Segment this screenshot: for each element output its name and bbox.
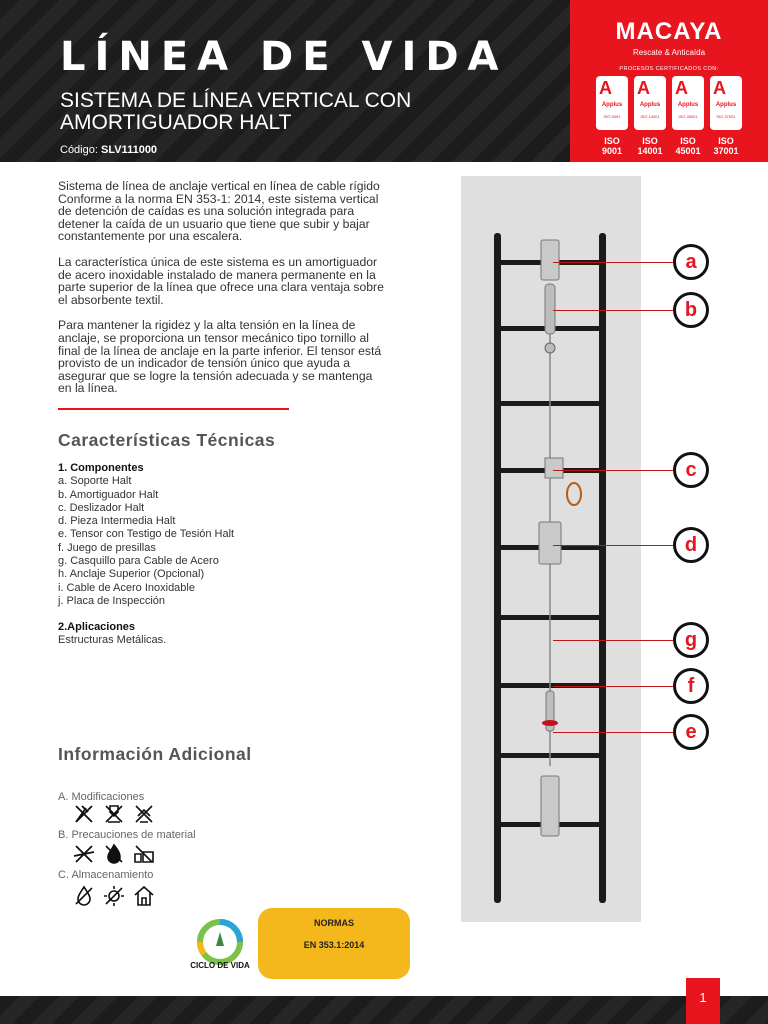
list-item: i. Cable de Acero Inoxidable xyxy=(58,581,195,594)
normas-value: EN 353.1:2014 xyxy=(303,940,365,950)
no-sharp-edges-icon xyxy=(72,842,96,866)
iso-label: ISO 9001 xyxy=(601,136,623,156)
page-number: 1 xyxy=(686,978,720,1024)
list-item: f. Juego de presillas xyxy=(58,541,156,554)
cert-badge-icon: A Applus ISO 14001 xyxy=(634,76,666,130)
normas-box xyxy=(258,908,410,979)
indoor-storage-icon xyxy=(132,884,156,908)
callout-leader xyxy=(553,686,673,687)
product-diagram xyxy=(461,176,641,922)
no-sun-icon xyxy=(102,884,126,908)
flame-icon xyxy=(102,842,126,866)
cert-badges xyxy=(596,76,742,130)
intro-paragraph: Sistema de línea de anclaje vertical en línea de cable rígido Conforme a la norma EN 353-1: 2014, este sistema vertical de detención de caídas es una solución integrada para detener la caída de un usuario que tiene que subir y bajar constantemente por una escalera. xyxy=(58,179,380,244)
iso-label: ISO 14001 xyxy=(637,136,663,156)
iso-label: ISO 45001 xyxy=(675,136,701,156)
brand-tagline: Rescate & Anticaída xyxy=(632,48,706,57)
footer-banner xyxy=(0,996,768,1024)
applications-text: Estructuras Metálicas. xyxy=(58,634,167,646)
callout-leader xyxy=(553,470,673,471)
life-cycle-label: CICLO DE VIDA xyxy=(190,961,250,970)
list-item: d. Pieza Intermedia Halt xyxy=(58,515,176,528)
callout-leader xyxy=(553,310,673,311)
page-subtitle xyxy=(60,90,480,134)
intro-text xyxy=(58,180,388,408)
material-precautions-label: B. Precauciones de material xyxy=(58,829,196,841)
callout-c: c xyxy=(673,452,709,488)
subtitle-line-1: SISTEMA DE LÍNEA VERTICAL CON xyxy=(60,89,412,112)
callout-leader xyxy=(553,262,673,263)
list-item: a. Soporte Halt xyxy=(58,475,132,488)
brand-logo: MACAYA xyxy=(615,18,723,45)
modifications-icons xyxy=(72,802,156,826)
callout-leader xyxy=(553,732,673,733)
tech-title: Características Técnicas xyxy=(58,430,276,450)
list-item: g. Casquillo para Cable de Acero xyxy=(58,555,219,568)
iso-label: ISO 37001 xyxy=(713,136,739,156)
subtitle-line-2: AMORTIGUADOR HALT xyxy=(60,111,292,134)
list-item: b. Amortiguador Halt xyxy=(58,488,159,501)
applications-heading: 2.Aplicaciones xyxy=(58,621,136,633)
callout-leader xyxy=(553,545,673,546)
components-list xyxy=(58,462,234,608)
normas-title: NORMAS xyxy=(314,918,354,928)
page-title: LÍNEA DE VIDA xyxy=(60,34,508,80)
list-item: c. Deslizador Halt xyxy=(58,501,145,514)
certs-title: PROCESOS CERTIFICADOS CON: xyxy=(619,66,719,72)
brand-panel xyxy=(570,0,768,162)
no-humidity-icon xyxy=(72,884,96,908)
product-code xyxy=(60,144,157,156)
chemicals-icon xyxy=(132,842,156,866)
callout-d: d xyxy=(673,527,709,563)
precautions-icons xyxy=(72,842,156,866)
list-item: e. Tensor con Testigo de Tesión Halt xyxy=(58,528,235,541)
list-item: h. Anclaje Superior (Opcional) xyxy=(58,568,205,581)
storage-label: C. Almacenamiento xyxy=(58,869,154,881)
callout-g: g xyxy=(673,622,709,658)
callout-b: b xyxy=(673,292,709,328)
modifications-label: A. Modificaciones xyxy=(58,791,145,803)
applications xyxy=(58,621,166,647)
callout-f: f xyxy=(673,668,709,704)
list-item: j. Placa de Inspección xyxy=(58,594,166,607)
additional-title: Información Adicional xyxy=(58,744,252,764)
cert-badge-icon: A Applus ISO 45001 xyxy=(672,76,704,130)
callout-e: e xyxy=(673,714,709,750)
callout-a: a xyxy=(673,244,709,280)
cert-badge-icon: A Applus ISO 9001 xyxy=(596,76,628,130)
components-heading: 1. Componentes xyxy=(58,462,144,474)
intro-paragraph: La característica única de este sistema es un amortiguador de acero inoxidable instalado de manera permanente en la parte superior de la línea que ofrece una clara ventaja sobre el absorbente textil. xyxy=(58,254,384,307)
iso-labels xyxy=(596,136,742,156)
cert-badge-icon: A Applus ISO 37001 xyxy=(710,76,742,130)
callout-leader xyxy=(553,640,673,641)
no-welding-icon xyxy=(72,802,96,826)
no-cutting-icon xyxy=(132,802,156,826)
storage-icons xyxy=(72,884,156,908)
ladder-illustration xyxy=(461,176,641,922)
intro-paragraph: Para mantener la rigidez y la alta tensión en la línea de anclaje, se proporciona un tensor mecánico tipo tornillo al final de la línea de anclaje en la parte inferior. El tensor está provisto de un indicador de tensión único que ayuda a asegurar que se logre la tensión adecuada y se mantenga en la línea. xyxy=(58,318,382,396)
product-code-label: Código: xyxy=(60,144,98,156)
product-code-value: SLV111000 xyxy=(100,144,158,156)
no-drilling-icon xyxy=(102,802,126,826)
section-divider xyxy=(58,408,289,410)
